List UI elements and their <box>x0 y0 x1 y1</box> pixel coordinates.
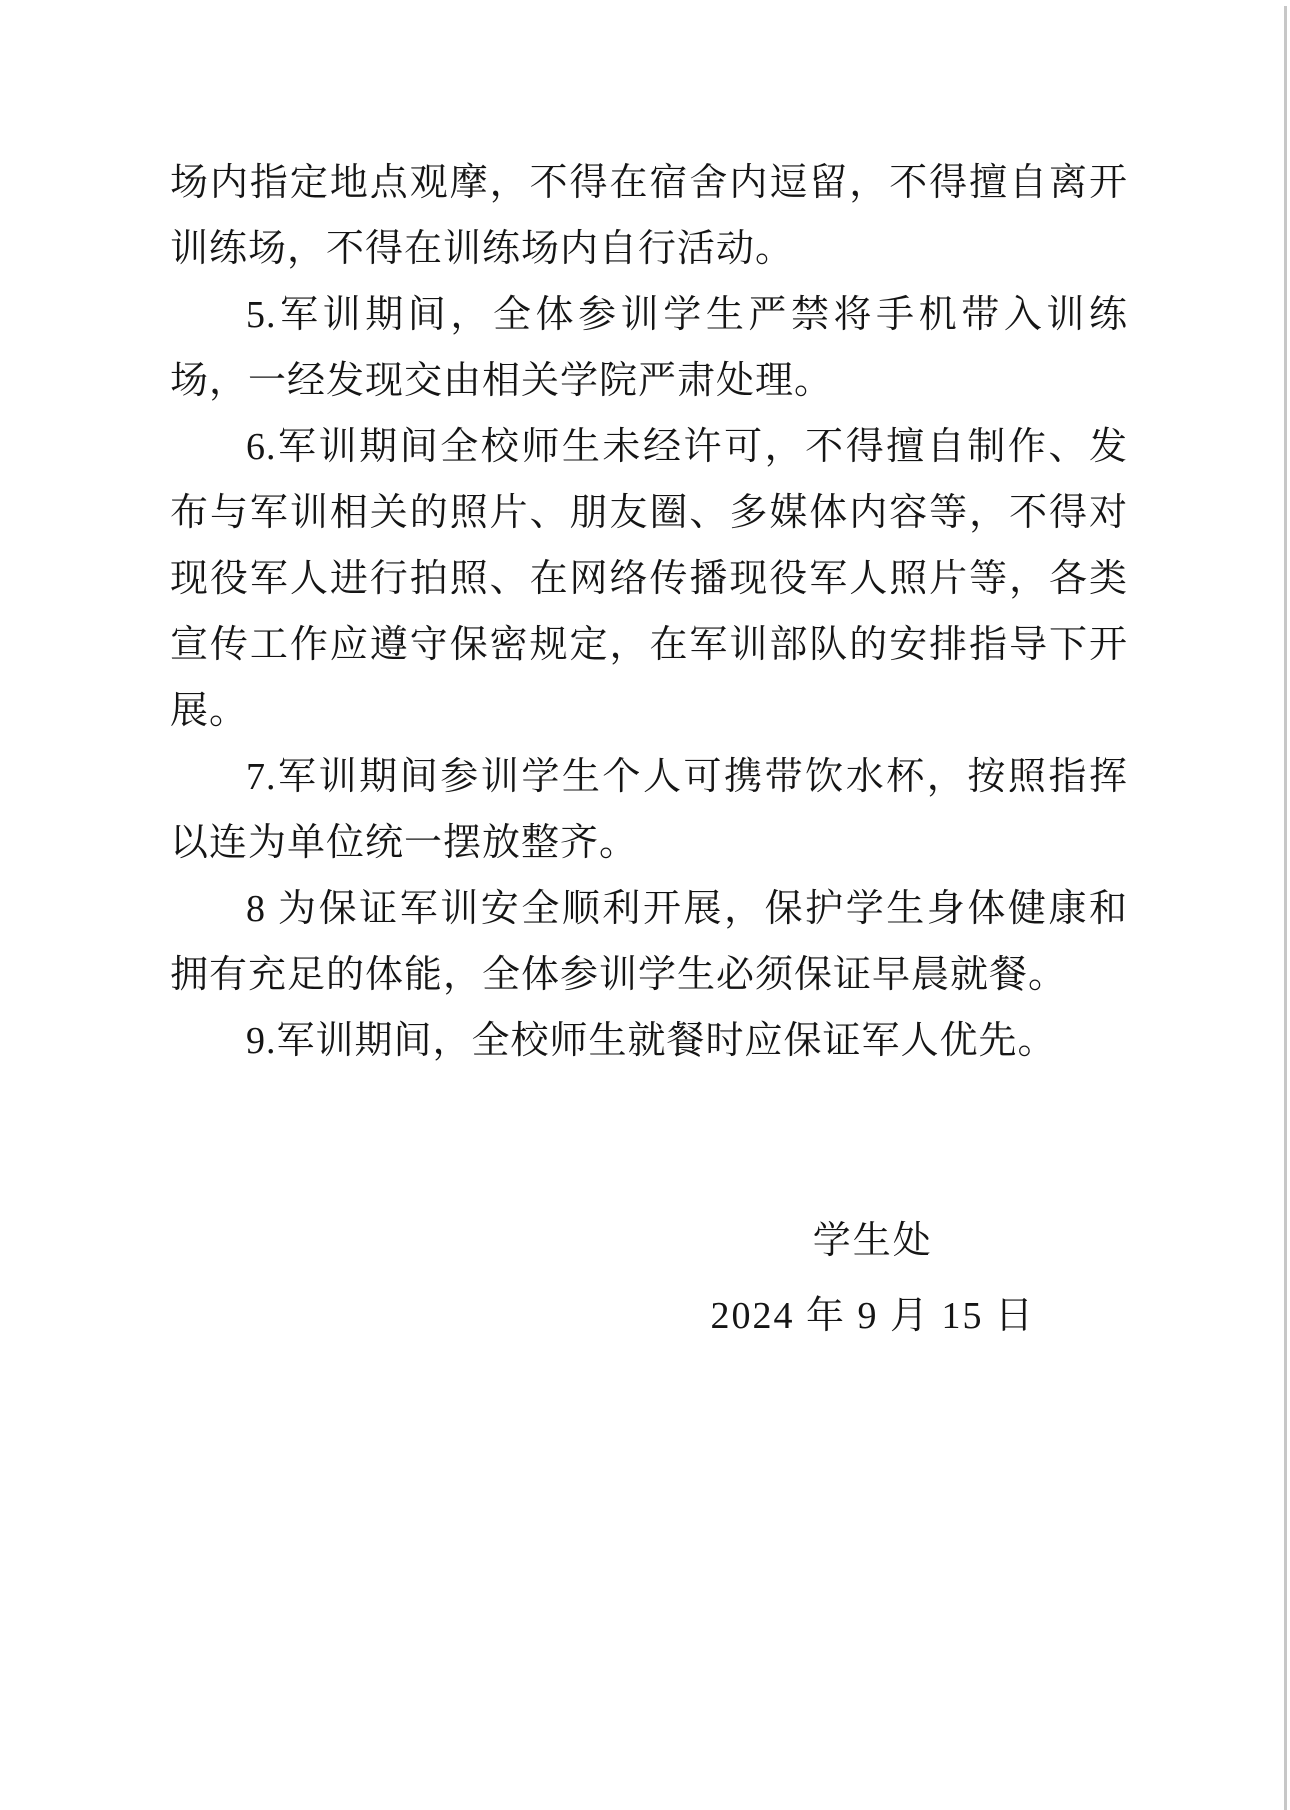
paragraph-item-7: 7.军训期间参训学生个人可携带饮水杯，按照指挥以连为单位统一摆放整齐。 <box>170 756 1128 864</box>
paragraph-item-6: 6.军训期间全校师生未经许可，不得擅自制作、发布与军训相关的照片、朋友圈、多媒体内容等，不得对现役军人进行拍照、在网络传播现役军人照片等，各类宣传工作应遵守保密规定，在军训部队的安排指导下开展。 <box>170 426 1128 732</box>
paragraph-item-5: 5.军训期间，全体参训学生严禁将手机带入训练场，一经发现交由相关学院严肃处理。 <box>170 294 1128 402</box>
signature-department: 学生处 <box>812 1220 933 1262</box>
paragraph-item-9: 9.军训期间，全校师生就餐时应保证军人优先。 <box>246 1020 1057 1062</box>
signature-date: 2024 年 9 月 15 日 <box>710 1295 1035 1337</box>
page-right-edge <box>1284 6 1287 1810</box>
paragraph-continuation: 场内指定地点观摩，不得在宿舍内逗留，不得擅自离开训练场，不得在训练场内自行活动。 <box>170 162 1128 270</box>
document-body <box>170 150 1128 1074</box>
paragraph-item-8: 8 为保证军训安全顺利开展，保护学生身体健康和拥有充足的体能，全体参训学生必须保证早晨就餐。 <box>170 888 1128 996</box>
signature-block <box>710 1204 1035 1354</box>
